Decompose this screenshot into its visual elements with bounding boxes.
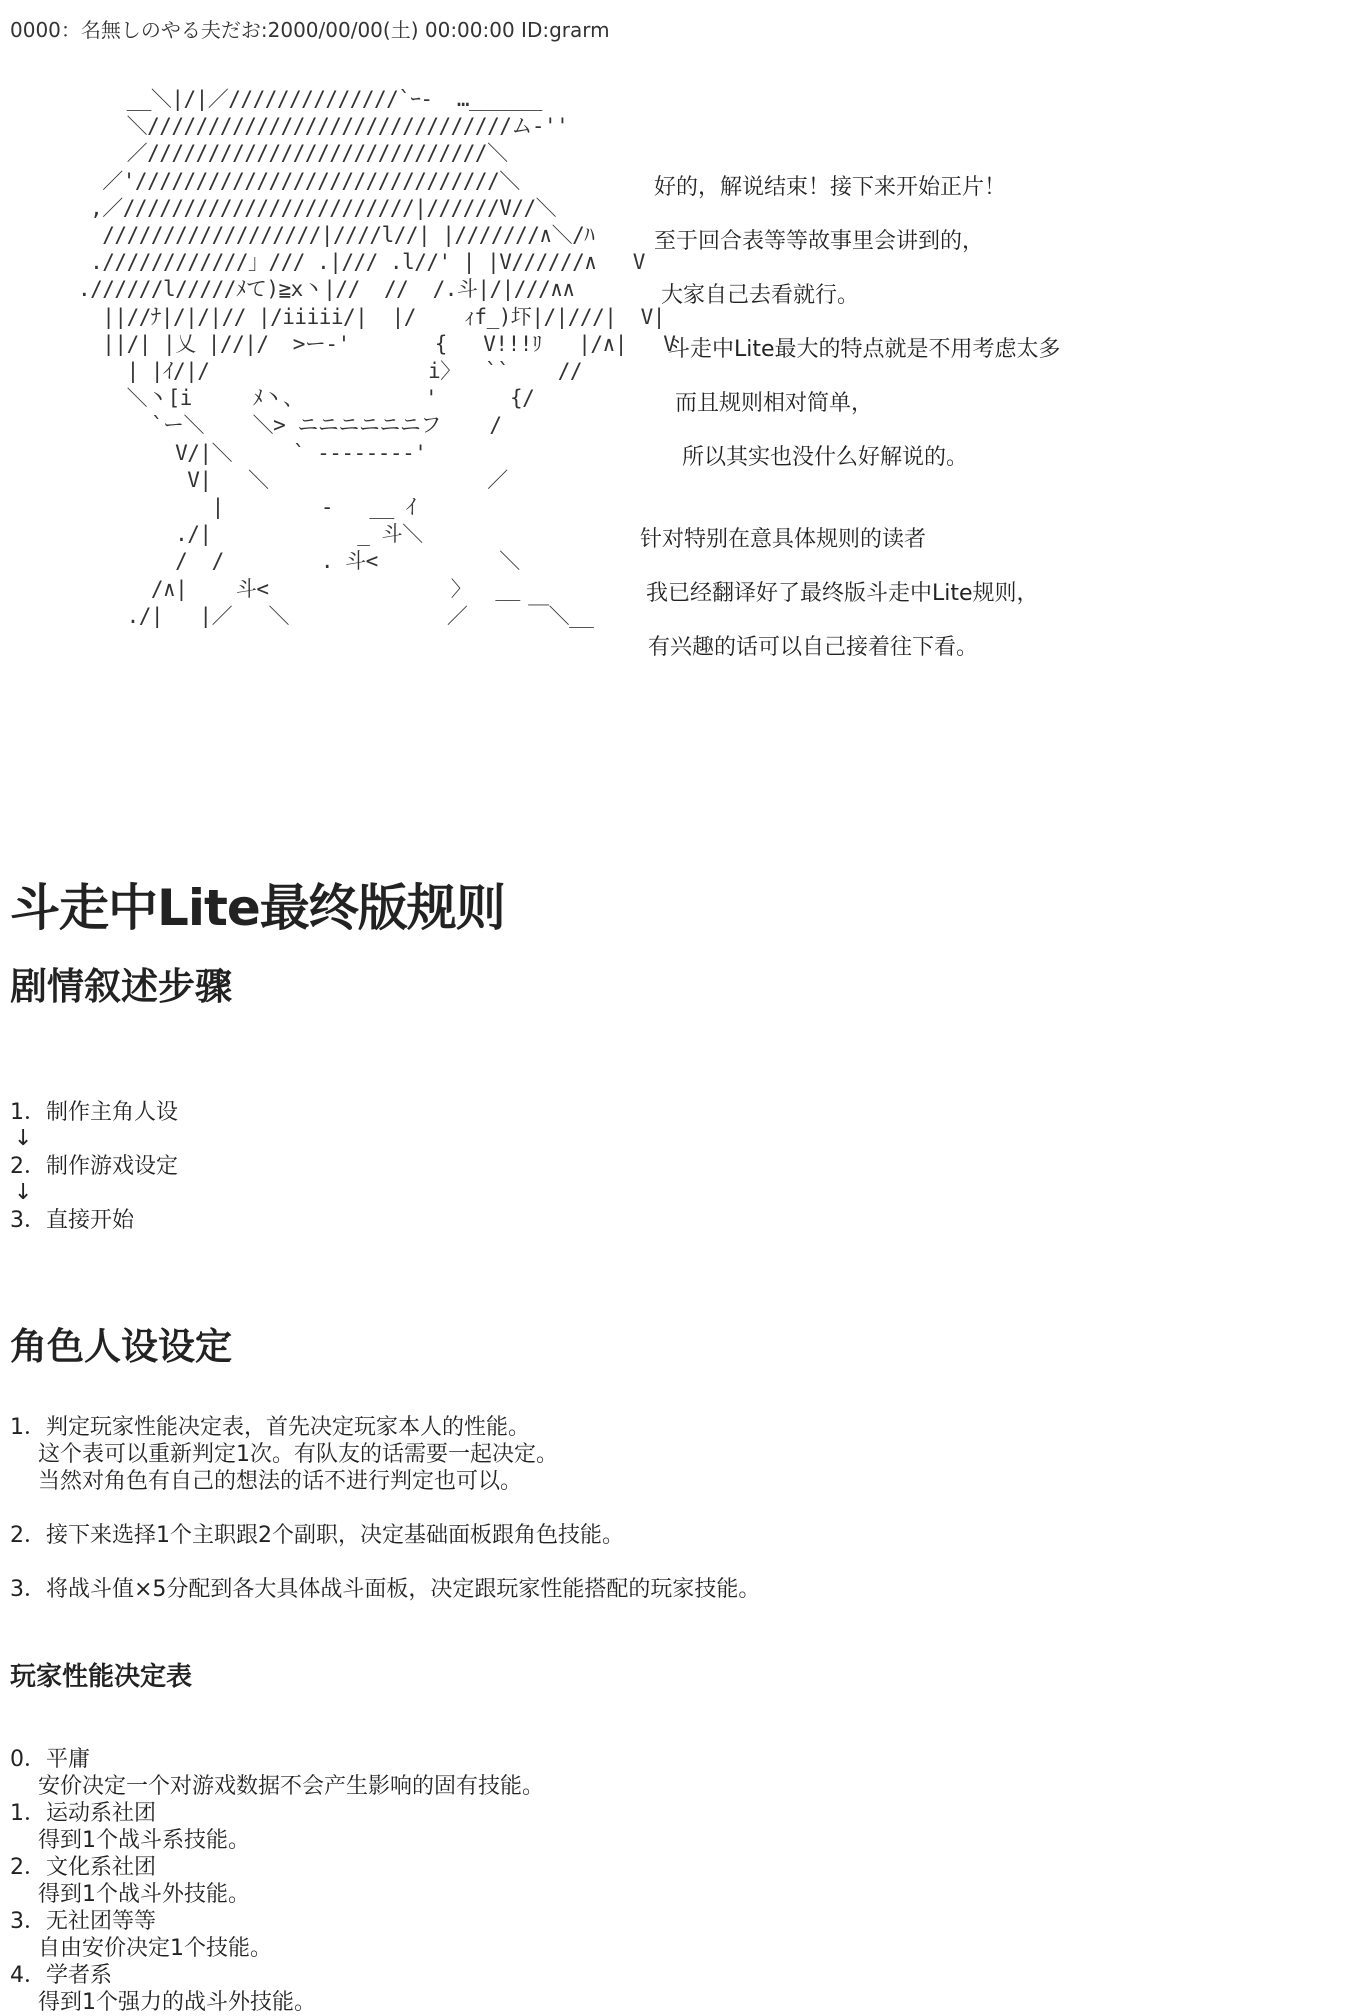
speech-line: 针对特别在意具体规则的读者 <box>640 527 927 552</box>
step-item: 2．制作游戏设定 <box>10 1154 178 1179</box>
aa-line: ./| _ 斗＼ <box>78 522 423 547</box>
aa-line: / / . 斗< ＼ <box>78 549 520 574</box>
speech-line: 大家自己去看就行。 <box>654 283 859 308</box>
aa-line: | - __ ｲ <box>78 495 416 520</box>
page-title: 斗走中Lite最终版规则 <box>10 879 505 937</box>
table-entry: 3．无社团等等 <box>10 1909 156 1934</box>
speech-line: 好的，解说结束！接下来开始正片！ <box>654 175 1007 200</box>
aa-line: ,／////////////////////////|//////V//＼ <box>78 195 557 220</box>
aa-line: ＼丶[i ﾒ丶、 ' {/ <box>78 386 535 411</box>
aa-line: | |ｲ/|/ i〉 `` // <box>78 359 583 384</box>
aa-line: ||/| |乂 |//|/ >ー-' { V!!!ﾘ |/∧| V <box>78 331 676 356</box>
aa-line: `ー＼ ＼> ニニニニニニフ / <box>78 413 502 438</box>
speech-line: 有兴趣的话可以自己接着往下看。 <box>648 635 979 660</box>
ascii-art <box>78 86 675 630</box>
rule-line: 当然对角色有自己的想法的话不进行判定也可以。 <box>10 1469 522 1494</box>
step-item: 1．制作主角人设 <box>10 1100 178 1125</box>
table-entry: 自由安价决定1个技能。 <box>10 1936 272 1961</box>
aa-line: ／'//////////////////////////////＼ <box>78 168 520 193</box>
rule-line: 2．接下来选择1个主职跟2个副职，决定基础面板跟角色技能。 <box>10 1523 624 1548</box>
down-arrow-icon: ↓ <box>14 1126 33 1151</box>
aa-line: ／////////////////////////////＼ <box>78 141 508 166</box>
section-heading-character-setup: 角色人设设定 <box>10 1325 232 1368</box>
aa-line: ./| |／ ＼ ／ ￣＼__ <box>78 603 594 628</box>
aa-line: __＼|/|／//////////////`ｰ- …______ <box>78 87 542 111</box>
table-entry: 得到1个强力的战斗外技能。 <box>10 1990 316 2015</box>
table-entry: 得到1个战斗系技能。 <box>10 1828 250 1853</box>
speech-line: 至于回合表等等故事里会讲到的， <box>654 229 985 254</box>
speech-line: 我已经翻译好了最终版斗走中Lite规则， <box>646 581 1039 606</box>
aa-line: .////////////」/// .|/// .l//' | |V//////∧ V <box>78 250 645 275</box>
aa-line: ||//ﾅ|/|/|// |/iiiii/| |/ ｨf_)圷|/|///| V| <box>78 304 665 329</box>
table-entry: 得到1个战斗外技能。 <box>10 1882 250 1907</box>
table-entry: 安价决定一个对游戏数据不会产生影响的固有技能。 <box>10 1774 544 1799</box>
rule-line: 3．将战斗值×5分配到各大具体战斗面板，决定跟玩家性能搭配的玩家技能。 <box>10 1577 761 1602</box>
section-heading-story-steps: 剧情叙述步骤 <box>10 965 232 1008</box>
aa-line: V| ＼ ／ <box>78 467 508 492</box>
table-entry: 2．文化系社团 <box>10 1855 156 1880</box>
aa-line: //////////////////|////l//| |///////∧＼/ﾊ <box>78 223 595 248</box>
aa-line: /∧| 斗< 〉 __ <box>78 576 520 601</box>
table-entry: 1．运动系社团 <box>10 1801 156 1826</box>
speech-line: 所以其实也没什么好解说的。 <box>654 445 968 470</box>
aa-line: .//////l/////ﾒて)≧x丶|// // /.斗|/|///∧∧ <box>78 277 575 302</box>
rule-line: 这个表可以重新判定1次。有队友的话需要一起决定。 <box>10 1442 558 1467</box>
speech-line: 斗走中Lite最大的特点就是不用考虑太多 <box>654 337 1061 362</box>
speech-line: 而且规则相对简单， <box>654 391 873 416</box>
rule-line: 1．判定玩家性能决定表，首先决定玩家本人的性能。 <box>10 1415 530 1440</box>
step-item: 3．直接开始 <box>10 1208 134 1233</box>
table-entry: 4．学者系 <box>10 1963 112 1988</box>
section-heading-player-table: 玩家性能决定表 <box>10 1662 193 1692</box>
aa-line: ＼//////////////////////////////ム-'' <box>78 114 569 139</box>
aa-line: V/|＼ ` ‐‐‐‐‐‐‐‐' <box>78 440 427 465</box>
post-header: 0000：名無しのやる夫だお:2000/00/00(土) 00:00:00 ID:grarm <box>10 18 610 42</box>
down-arrow-icon: ↓ <box>14 1180 33 1205</box>
table-entry: 0．平庸 <box>10 1747 90 1772</box>
